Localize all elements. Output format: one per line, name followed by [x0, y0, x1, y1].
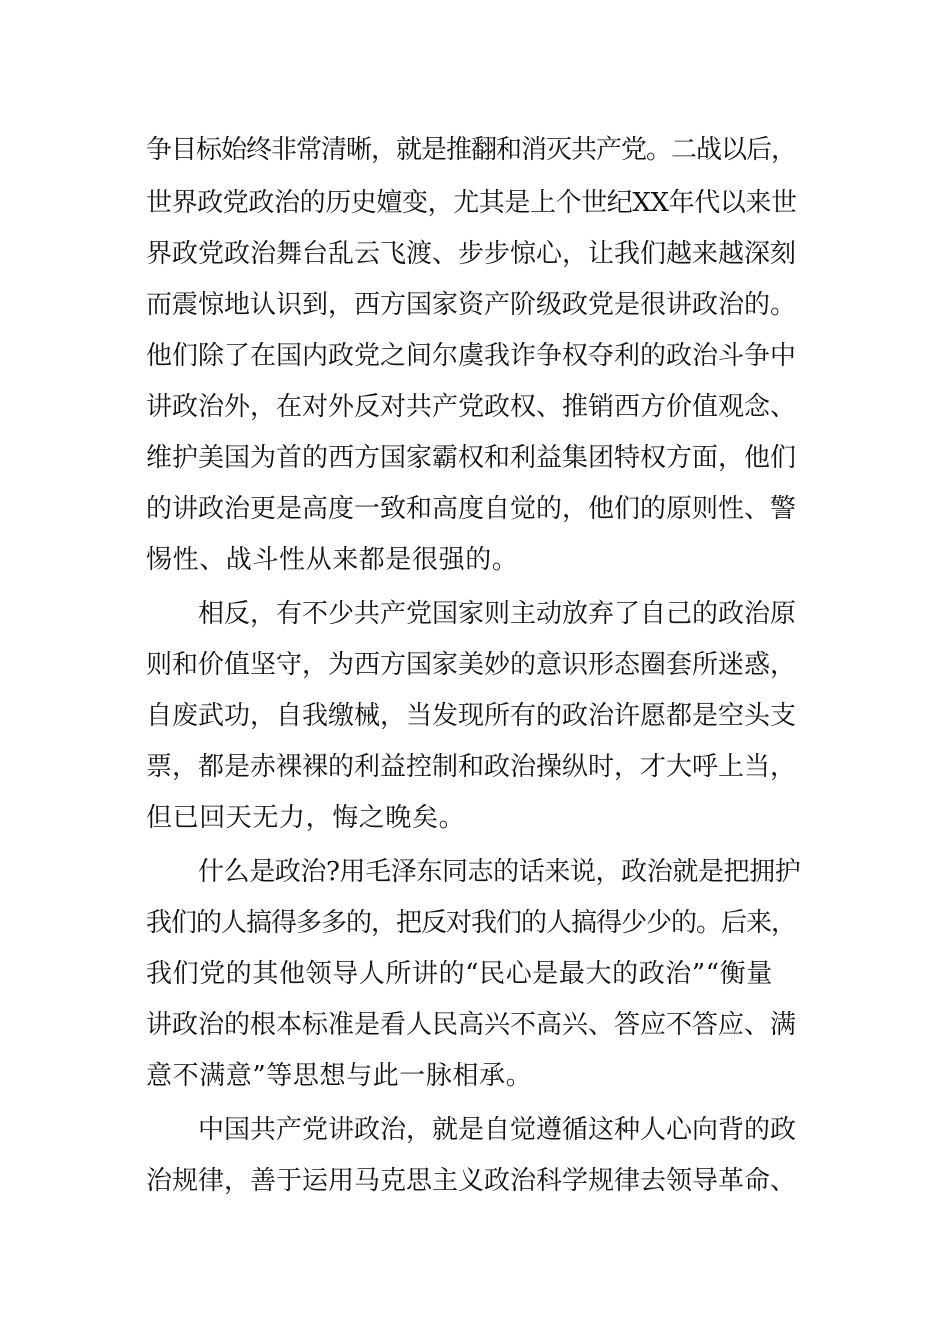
paragraph-4-line-1: 中国共产党讲政治，就是自觉遵循这种人心向背的政: [198, 1115, 797, 1145]
paragraph-1-line-3: 界政党政治舞台乱云飞渡、步步惊心，让我们越来越深刻: [146, 239, 797, 269]
paragraph-2-line-4: 票，都是赤裸裸的利益控制和政治操纵时，才大呼上当，: [146, 752, 797, 782]
paragraph-2-line-3: 自废武功，自我缴械，当发现所有的政治许愿都是空头支: [146, 701, 797, 731]
paragraph-2-line-1: 相反，有不少共产党国家则主动放弃了自己的政治原: [198, 599, 797, 629]
paragraph-3-line-5: 意不满意”等思想与此一脉相承。: [146, 1061, 533, 1091]
paragraph-1-line-1: 争目标始终非常清晰，就是推翻和消灭共产党。二战以后，: [146, 135, 797, 165]
paragraph-3-line-1: 什么是政治?用毛泽东同志的话来说，政治就是把拥护: [198, 857, 801, 887]
paragraph-1-line-2: 世界政党政治的历史嬗变，尤其是上个世纪XX年代以来世: [146, 188, 797, 218]
paragraph-1-line-9: 惕性、战斗性从来都是很强的。: [146, 545, 519, 575]
paragraph-3-line-2: 我们的人搞得多多的，把反对我们的人搞得少少的。后来，: [146, 908, 797, 938]
paragraph-1-line-6: 讲政治外，在对外反对共产党政权、推销西方价值观念、: [146, 392, 797, 422]
paragraph-1-line-4: 而震惊地认识到，西方国家资产阶级政党是很讲政治的。: [146, 290, 797, 320]
paragraph-3-line-3: 我们党的其他领导人所讲的“民心是最大的政治”“衡量: [146, 959, 773, 989]
paragraph-1-line-5: 他们除了在国内政党之间尔虞我诈争权夺利的政治斗争中: [146, 341, 797, 371]
paragraph-3-line-4: 讲政治的根本标准是看人民高兴不高兴、答应不答应、满: [146, 1010, 797, 1040]
paragraph-4-line-2: 治规律，善于运用马克思主义政治科学规律去领导革命、: [146, 1166, 797, 1196]
paragraph-2-line-2: 则和价值坚守，为西方国家美妙的意识形态圈套所迷惑，: [146, 650, 797, 680]
paragraph-1-line-8: 的讲政治更是高度一致和高度自觉的，他们的原则性、警: [146, 494, 797, 524]
paragraph-1-line-7: 维护美国为首的西方国家霸权和利益集团特权方面，他们: [146, 443, 797, 473]
paragraph-2-line-5: 但已回天无力，悔之晚矣。: [146, 803, 466, 833]
